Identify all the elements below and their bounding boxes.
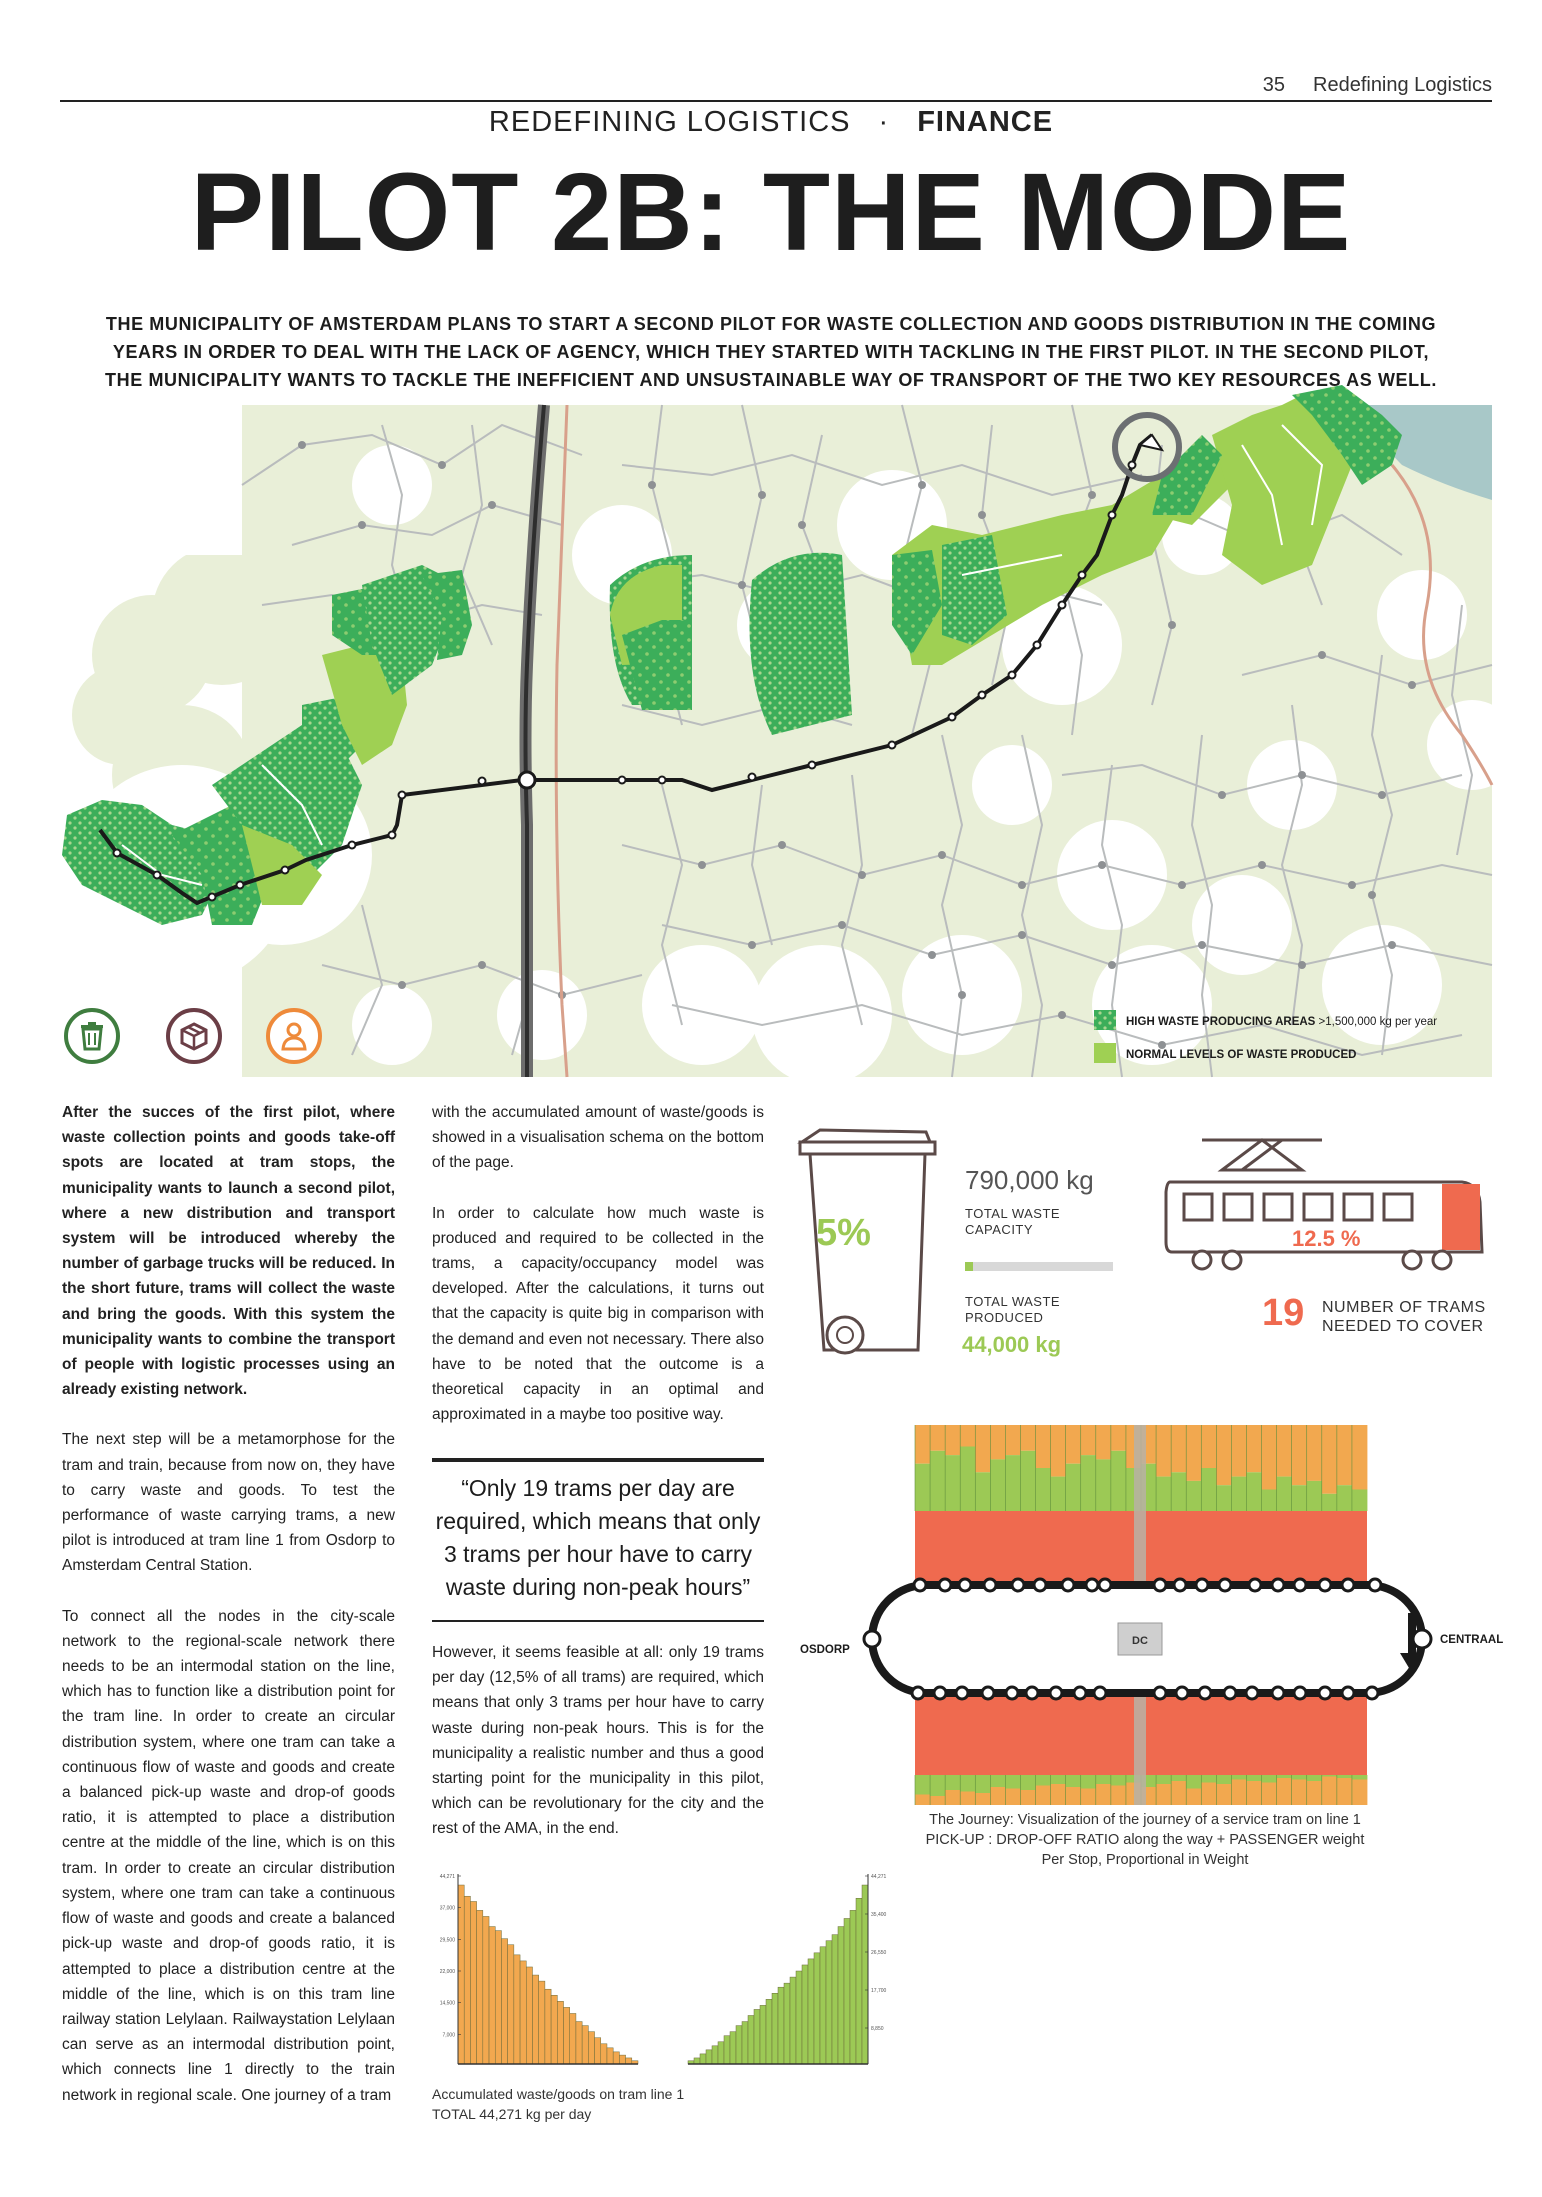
- loop-stop-top: [1196, 1579, 1208, 1591]
- chart-bar: [601, 2044, 607, 2064]
- centraal-label: CENTRAAL: [1440, 1634, 1504, 1646]
- journey-bottom-dropoff-bar: [1246, 1781, 1261, 1805]
- chart-bar: [862, 1885, 868, 2064]
- journey-bottom-dropoff-bar: [1096, 1784, 1111, 1805]
- journey-bottom-pickup-bar: [1262, 1775, 1277, 1783]
- journey-top-dropoff-bar: [945, 1425, 960, 1455]
- chart-bar: [808, 1959, 814, 2064]
- loop-stop-top: [1219, 1579, 1231, 1591]
- chart-tick-label: 29,500: [439, 1937, 455, 1944]
- chart-tick-label: 7,000: [442, 2032, 455, 2039]
- journey-top-pickup-bar: [1081, 1455, 1096, 1511]
- kicker: [0, 106, 1542, 139]
- legend-swatch-normal: [1094, 1043, 1116, 1063]
- journey-top-pickup-bar: [1277, 1477, 1292, 1511]
- journey-bottom-dropoff-bar: [930, 1796, 945, 1805]
- capacity-label-line-2: CAPACITY: [965, 1222, 1034, 1237]
- loop-stop-bottom: [1026, 1687, 1038, 1699]
- loop-stop-top: [1319, 1579, 1331, 1591]
- journey-top-pickup-bar: [975, 1472, 990, 1511]
- waste-chart: [688, 1874, 887, 2064]
- chart-title: Accumulated waste/goods on tram line 1: [432, 2086, 685, 2102]
- journey-top-dropoff-bar: [1066, 1425, 1081, 1464]
- chart-bar: [814, 1953, 820, 2064]
- loop-stop-bottom: [1294, 1687, 1306, 1699]
- bin-percent: 5%: [816, 1212, 871, 1254]
- chart-bar: [477, 1910, 483, 2064]
- chart-bar: [838, 1927, 844, 2064]
- loop-stop-bottom: [1224, 1687, 1236, 1699]
- journey-top-dropoff-bar: [1111, 1425, 1126, 1451]
- chart-bar: [826, 1941, 832, 2064]
- journey-bottom-dropoff-bar: [1005, 1789, 1020, 1806]
- chart-bar: [532, 1975, 538, 2064]
- osdorp-label: OSDORP: [800, 1644, 850, 1656]
- journey-diagram: [800, 1425, 1504, 1805]
- journey-caption-line-2: PICK-UP : DROP-OFF RATIO along the way + PASSENGER weight: [925, 1832, 1365, 1848]
- journey-bottom-pickup-bar: [1020, 1775, 1035, 1790]
- page-number: 35: [1262, 74, 1285, 96]
- loop-stop-top: [1249, 1579, 1261, 1591]
- journey-bottom-dropoff-bar: [945, 1790, 960, 1805]
- journey-top-dropoff-bar: [960, 1425, 975, 1447]
- loop-stop-top: [1272, 1579, 1284, 1591]
- capacity-bar: [965, 1262, 1113, 1271]
- journey-bottom-dropoff-bar: [1186, 1789, 1201, 1806]
- journey-bottom-dropoff-bar: [1201, 1783, 1216, 1806]
- chart-bar: [766, 1999, 772, 2064]
- journey-bottom-dropoff-bar: [1171, 1781, 1186, 1805]
- loop-stop-bottom: [1050, 1687, 1062, 1699]
- body-column-2: [432, 1100, 764, 1452]
- kicker-section: REDEFINING LOGISTICS: [488, 106, 851, 138]
- journey-bottom-pickup-bar: [1292, 1775, 1307, 1780]
- journey-top-dropoff-bar: [1201, 1425, 1216, 1468]
- journey-top-pickup-bar: [1337, 1485, 1352, 1511]
- chart-bar: [458, 1885, 464, 2064]
- chart-tick-label: 44,271: [871, 1874, 887, 1880]
- pull-quote: “Only 19 trams per day are required, which means that only 3 trams per hour have to carry waste during non-peak hours”: [432, 1458, 764, 1622]
- journey-bottom-dropoff-bar: [1111, 1786, 1126, 1806]
- journey-top-pickup-bar: [960, 1447, 975, 1512]
- produced-fill: [965, 1262, 973, 1271]
- col1-paragraph-1: After the succes of the first pilot, where waste collection points and goods take-off spots are located at tram stops, the municipality wants to launch a second pilot, where a new distribution and transport system will be introduced whereby the number of garbage trucks will be reduced. In the short future, trams will collect the waste and bring the goods. With this system the municipality wants to combine the transport of people with logistic processes using an already existing network.: [62, 1104, 395, 1399]
- loop-stop-top: [984, 1579, 996, 1591]
- chart-bar: [700, 2054, 706, 2064]
- loop-stop-bottom: [1154, 1687, 1166, 1699]
- journey-bottom-dropoff-bar: [1307, 1781, 1322, 1805]
- journey-top-dropoff-bar: [1262, 1425, 1277, 1490]
- chart-bar: [802, 1965, 808, 2064]
- loop-stop-bottom: [912, 1687, 924, 1699]
- loop-stop-top: [939, 1579, 951, 1591]
- loop-stop-top: [1154, 1579, 1166, 1591]
- journey-top-pickup-bar: [990, 1459, 1005, 1511]
- trams-label-line-1: NUMBER OF TRAMS: [1322, 1299, 1486, 1316]
- journey-top-pickup-bar: [915, 1464, 930, 1511]
- tram-percent: 12.5 %: [1292, 1226, 1361, 1251]
- journey-bottom-dropoff-bar: [1051, 1784, 1066, 1805]
- lelylaan-station: [519, 772, 535, 788]
- journey-top-pickup-bar: [1036, 1468, 1051, 1511]
- loop-stop-top: [1294, 1579, 1306, 1591]
- journey-bottom-dropoff-bar: [1337, 1778, 1352, 1805]
- loop-stop-top: [1086, 1579, 1098, 1591]
- chart-bar: [760, 2005, 766, 2064]
- journey-caption-line-1: The Journey: Visualization of the journey of a service tram on line 1: [929, 1812, 1361, 1828]
- loop-stop-bottom: [1366, 1687, 1378, 1699]
- chart-bar: [820, 1947, 826, 2064]
- journey-top-dropoff-bar: [1322, 1425, 1337, 1494]
- journey-top-dropoff-bar: [1186, 1425, 1201, 1481]
- journey-top-dropoff-bar: [930, 1425, 945, 1451]
- lead-paragraph: THE MUNICIPALITY OF AMSTERDAM PLANS TO START A SECOND PILOT FOR WASTE COLLECTION AND GOODS DISTRIBUTION IN THE COMING YEARS IN ORDER TO DEAL WITH THE LACK OF AGENCY, WHICH THEY STARTED WITH TACKLING IN THE FIRST PILOT. IN THE SECOND PILOT, THE MUNICIPALITY WANTS TO TACKLE THE INEFFICIENT AND UNSUSTAINABLE WAY OF TRANSPORT OF THE TWO KEY RESOURCES AS WELL.: [105, 314, 1437, 390]
- journey-bottom-pickup-bar: [1036, 1775, 1051, 1786]
- journey-top-pickup-bar: [1352, 1490, 1367, 1512]
- journey-top-dropoff-bar: [1246, 1425, 1261, 1472]
- loop-stop-top: [1174, 1579, 1186, 1591]
- chart-bar: [526, 1967, 532, 2064]
- journey-top-dropoff-bar: [1020, 1425, 1035, 1451]
- chart-bar: [607, 2048, 613, 2064]
- journey-top-pickup-bar: [1066, 1464, 1081, 1511]
- col2-paragraph-3: However, it seems feasible at all: only 19 trams per day (12,5% of all trams) are required, which means that only 3 trams per hour have to carry waste during non-peak hours. This is for the municipality a realistic number and thus a good starting point for the municipality in this pilot, which can be revolutionary for the city and the rest of the AMA, in the end.: [432, 1644, 764, 1838]
- chart-tick-label: 17,700: [871, 1988, 887, 1994]
- loop-stop-bottom: [1006, 1687, 1018, 1699]
- loop-stop-top: [1369, 1579, 1381, 1591]
- journey-bottom-pickup-bar: [975, 1775, 990, 1793]
- journey-bottom-dropoff-bar: [1231, 1780, 1246, 1806]
- chart-bar: [706, 2050, 712, 2064]
- chart-bar: [539, 1981, 545, 2064]
- journey-bottom-dropoff-bar: [1292, 1780, 1307, 1806]
- journey-top-dropoff-bar: [1081, 1425, 1096, 1455]
- journey-top-pickup-bar: [1096, 1459, 1111, 1511]
- journey-bottom-pickup-bar: [1156, 1775, 1171, 1784]
- page-title: PILOT 2B: THE MODE: [190, 151, 1352, 274]
- journey-bottom-pickup-bar: [945, 1775, 960, 1790]
- dc-label: DC: [1132, 1635, 1148, 1647]
- chart-bar: [832, 1935, 838, 2064]
- journey-top-dropoff-bar: [1216, 1425, 1231, 1485]
- chart-bar: [545, 1989, 551, 2064]
- chart-bar: [736, 2026, 742, 2064]
- loop-stop-bottom: [934, 1687, 946, 1699]
- loop-stop-bottom: [1176, 1687, 1188, 1699]
- journey-bottom-pickup-bar: [1005, 1775, 1020, 1789]
- journey-caption-line-3: Per Stop, Proportional in Weight: [1041, 1852, 1249, 1868]
- journey-top-dropoff-bar: [1036, 1425, 1051, 1468]
- journey-bottom-pickup-bar: [1352, 1775, 1367, 1780]
- legend-label-high: HIGH WASTE PRODUCING AREAS >1,500,000 kg per year: [1126, 1016, 1438, 1028]
- journey-top-pickup-bar: [1262, 1490, 1277, 1512]
- goods-chart: [440, 1874, 638, 2064]
- journey-bottom-dropoff-bar: [1036, 1786, 1051, 1806]
- produced-value: 44,000 kg: [962, 1332, 1062, 1357]
- chart-caption: [432, 2084, 684, 2124]
- chart-bar: [501, 1939, 507, 2064]
- journey-bottom-dropoff-bar: [1277, 1778, 1292, 1805]
- journey-bottom-dropoff-bar: [1020, 1790, 1035, 1805]
- chart-bar: [570, 2013, 576, 2064]
- journey-top-dropoff-bar: [1292, 1425, 1307, 1485]
- tram-occupancy-fill: [1442, 1184, 1480, 1250]
- chart-bar: [844, 1918, 850, 2064]
- journey-bottom-dropoff-bar: [1352, 1780, 1367, 1806]
- loop-stop-bottom: [1074, 1687, 1086, 1699]
- journey-bottom-dropoff-bar: [960, 1792, 975, 1806]
- chart-bar: [619, 2055, 625, 2064]
- chart-tick-label: 35,400: [871, 1912, 887, 1918]
- chart-tick-label: 14,500: [439, 2000, 455, 2007]
- loop-stop-top: [1012, 1579, 1024, 1591]
- journey-top-pickup-bar: [1186, 1481, 1201, 1511]
- col1-paragraph-2: The next step will be a metamorphose for the tram and train, because from now on, they have to carry waste and goods. To test the performance of waste carrying trams, a new pilot is introduced at tram line 1 from Osdorp to Amsterdam Central Station.: [62, 1431, 395, 1575]
- chart-tick-label: 26,550: [871, 1950, 887, 1956]
- journey-bottom-pickup-bar: [1322, 1775, 1337, 1777]
- journey-caption: [910, 1810, 1380, 1870]
- capacity-label-line-1: TOTAL WASTE: [965, 1206, 1061, 1221]
- journey-bottom-pickup-bar: [960, 1775, 975, 1792]
- journey-top-pickup-bar: [1156, 1477, 1171, 1511]
- kicker-chapter: FINANCE: [917, 106, 1054, 138]
- produced-label-line-2: PRODUCED: [965, 1310, 1044, 1325]
- journey-bottom-dropoff-bar: [1156, 1784, 1171, 1805]
- legend-swatch-high: [1094, 1010, 1116, 1030]
- chart-bar: [576, 2022, 582, 2064]
- chart-bar: [613, 2052, 619, 2064]
- trash-icon: [64, 1008, 120, 1064]
- chart-bar: [495, 1931, 501, 2064]
- journey-bottom-dropoff-bar: [1322, 1777, 1337, 1806]
- journey-top-pickup-bar: [1020, 1451, 1035, 1511]
- journey-top-dropoff-bar: [1156, 1425, 1171, 1477]
- chart-bar: [557, 2001, 563, 2064]
- journey-bottom-dropoff-bar: [1262, 1783, 1277, 1806]
- journey-top-pickup-bar: [1292, 1485, 1307, 1511]
- journey-top-pickup-bar: [1171, 1472, 1186, 1511]
- chart-bar: [772, 1993, 778, 2064]
- loop-stop-top: [1062, 1579, 1074, 1591]
- chart-bar: [483, 1916, 489, 2064]
- journey-bottom-dropoff-bar: [1216, 1784, 1231, 1805]
- chart-bar: [582, 2026, 588, 2064]
- journey-top-pickup-bar: [945, 1455, 960, 1511]
- journey-top-dropoff-bar: [915, 1425, 930, 1464]
- chart-bar: [514, 1955, 520, 2064]
- chart-bar: [464, 1896, 470, 2064]
- journey-top-dropoff-bar: [1171, 1425, 1186, 1472]
- journey-bottom-pickup-bar: [1096, 1775, 1111, 1784]
- chart-bar: [470, 1901, 476, 2064]
- chart-bar: [850, 1910, 856, 2064]
- chart-bar: [712, 2046, 718, 2064]
- chart-bar: [796, 1971, 802, 2064]
- journey-bottom-dropoff-bar: [915, 1795, 930, 1806]
- journey-top-dropoff-bar: [990, 1425, 1005, 1459]
- chart-bar: [754, 2009, 760, 2064]
- chart-bar: [784, 1983, 790, 2064]
- journey-bottom-dropoff-bar: [1081, 1789, 1096, 1806]
- page-number-line: [1263, 74, 1492, 97]
- loop-stop-bottom: [956, 1687, 968, 1699]
- chart-bar: [588, 2032, 594, 2064]
- centraal-terminus: [1413, 1630, 1431, 1648]
- journey-top-pickup-bar: [1201, 1468, 1216, 1511]
- trams-label-line-2: NEEDED TO COVER: [1322, 1318, 1484, 1335]
- col2-paragraph-2: In order to calculate how much waste is produced and required to be collected in the trams, a capacity/occupancy model was developed. After the calculations, it turns out that the capacity is quite big in comparison with the demand and even not necessary. There also have to be noted that the outcome is a theoretical capacity in an optimal and approximated in a maybe too positive way.: [432, 1204, 764, 1424]
- chart-bar: [489, 1927, 495, 2064]
- journey-bottom-pickup-bar: [1201, 1775, 1216, 1783]
- loop-stop-bottom: [1246, 1687, 1258, 1699]
- trams-label: [1322, 1298, 1486, 1336]
- journey-top-pickup-bar: [1246, 1472, 1261, 1511]
- journey-bottom-pickup-bar: [1081, 1775, 1096, 1789]
- chart-bar: [508, 1945, 514, 2064]
- col1-paragraph-3: To connect all the nodes in the city-scale network to the regional-scale network there needs to be an intermodal station on the line, which has to function like a distribution point for the tram line. In order to create an circular distribution system, where one tram can take a continuous flow of waste and goods and create a balanced pick-up waste and drop-of goods ratio, it is attempted to place a distribution centre at the middle of the line, which is on this tram. In order to create an circular distribution system, where one tram can take a continuous flow of waste and goods and create a balanced pick-up waste and drop-of goods ratio, it is attempted to place a distribution centre at the middle of the line, which is on this tram line railway station Lelylaan. Railwaystation Lelylaan can serve as an intermodal distribution point, which connects line 1 directly to the train network in regional scale. One journey of a tram: [62, 1607, 395, 2104]
- loop-stop-bottom: [1272, 1687, 1284, 1699]
- loop-stop-bottom: [1342, 1687, 1354, 1699]
- journey-top-pickup-bar: [1216, 1485, 1231, 1511]
- waste-map: [62, 405, 1492, 1077]
- journey-top-dropoff-bar: [1051, 1425, 1066, 1477]
- page-header: [60, 72, 1492, 102]
- journey-top-pickup-bar: [1111, 1451, 1126, 1511]
- journey-bottom-pickup-bar: [1051, 1775, 1066, 1784]
- chart-tick-label: 44,271: [439, 1874, 455, 1880]
- chart-bar: [595, 2038, 601, 2064]
- body-column-1: [62, 1100, 395, 2133]
- journey-bottom-pickup-bar: [1216, 1775, 1231, 1784]
- journey-top-pickup-bar: [1005, 1455, 1020, 1511]
- col2-paragraph-1: with the accumulated amount of waste/goods is showed in a visualisation schema on the bottom of the page.: [432, 1104, 764, 1172]
- journey-top-pickup-bar: [1307, 1481, 1322, 1511]
- chart-bar: [551, 1995, 557, 2064]
- journey-bottom-pickup-bar: [1066, 1775, 1081, 1787]
- journey-bottom-pickup-bar: [1246, 1775, 1261, 1781]
- journey-top-pickup-bar: [930, 1451, 945, 1511]
- accumulated-charts: [430, 1866, 890, 2076]
- journey-top-dropoff-bar: [1337, 1425, 1352, 1485]
- capacity-value: 790,000 kg: [965, 1165, 1094, 1195]
- journey-top-dropoff-bar: [1307, 1425, 1322, 1481]
- loop-stop-top: [959, 1579, 971, 1591]
- journey-bottom-dropoff-bar: [1066, 1787, 1081, 1805]
- chart-bar: [718, 2042, 724, 2064]
- tram-graphic: [1162, 1122, 1492, 1282]
- journey-bottom-pickup-bar: [915, 1775, 930, 1795]
- journey-top-dropoff-bar: [1096, 1425, 1111, 1459]
- journey-top-dropoff-bar: [1352, 1425, 1367, 1490]
- chart-bar: [730, 2032, 736, 2064]
- journey-top-pickup-bar: [1322, 1494, 1337, 1511]
- loop-stop-top: [1034, 1579, 1046, 1591]
- produced-label-line-1: TOTAL WASTE: [965, 1294, 1061, 1309]
- kicker-separator: ·: [878, 106, 890, 138]
- chart-tick-label: 37,000: [439, 1905, 455, 1912]
- chart-bar: [748, 2015, 754, 2064]
- chart-bar: [520, 1961, 526, 2064]
- produced-label: [965, 1294, 1060, 1326]
- chart-bar: [694, 2058, 700, 2064]
- running-title: Redefining Logistics: [1313, 74, 1492, 96]
- chart-bar: [564, 2007, 570, 2064]
- journey-bottom-pickup-bar: [1186, 1775, 1201, 1789]
- journey-top-dropoff-bar: [975, 1425, 990, 1472]
- chart-tick-label: 8,850: [871, 2026, 884, 2032]
- loop-stop-bottom: [1199, 1687, 1211, 1699]
- chart-bar: [790, 1977, 796, 2064]
- capacity-label: [965, 1206, 1060, 1238]
- loop-stop-top: [914, 1579, 926, 1591]
- journey-bottom-dropoff-bar: [990, 1787, 1005, 1805]
- chart-bar: [856, 1898, 862, 2064]
- chart-subtitle: TOTAL 44,271 kg per day: [432, 2106, 592, 2122]
- chart-bar: [742, 2022, 748, 2064]
- loop-stop-bottom: [1319, 1687, 1331, 1699]
- journey-top-dropoff-bar: [1231, 1425, 1246, 1477]
- journey-bottom-pickup-bar: [1231, 1775, 1246, 1780]
- journey-bottom-dropoff-bar: [975, 1793, 990, 1805]
- journey-bottom-pickup-bar: [930, 1775, 945, 1796]
- chart-bar: [626, 2058, 632, 2064]
- journey-top-dropoff-bar: [1005, 1425, 1020, 1455]
- package-icon: [166, 1008, 222, 1064]
- person-icon: [266, 1008, 322, 1064]
- journey-bottom-pickup-bar: [1307, 1775, 1322, 1781]
- loop-stop-bottom: [1094, 1687, 1106, 1699]
- loop-stop-top: [1342, 1579, 1354, 1591]
- chart-bar: [724, 2036, 730, 2064]
- trams-needed: 19: [1262, 1292, 1305, 1334]
- legend-label-normal: NORMAL LEVELS OF WASTE PRODUCED: [1126, 1049, 1357, 1061]
- journey-top-pickup-bar: [1051, 1477, 1066, 1511]
- journey-top-dropoff-bar: [1277, 1425, 1292, 1477]
- journey-bottom-pickup-bar: [1337, 1775, 1352, 1778]
- journey-bottom-pickup-bar: [1171, 1775, 1186, 1781]
- osdorp-terminus: [864, 1631, 880, 1647]
- chart-tick-label: 22,000: [439, 1969, 455, 1975]
- loop-stop-bottom: [982, 1687, 994, 1699]
- loop-stop-top: [1099, 1579, 1111, 1591]
- body-column-2b: [432, 1640, 764, 1867]
- journey-bottom-pickup-bar: [990, 1775, 1005, 1787]
- journey-top-pickup-bar: [1231, 1477, 1246, 1511]
- chart-bar: [778, 1987, 784, 2064]
- journey-bottom-pickup-bar: [1111, 1775, 1126, 1786]
- journey-bottom-pickup-bar: [1277, 1775, 1292, 1778]
